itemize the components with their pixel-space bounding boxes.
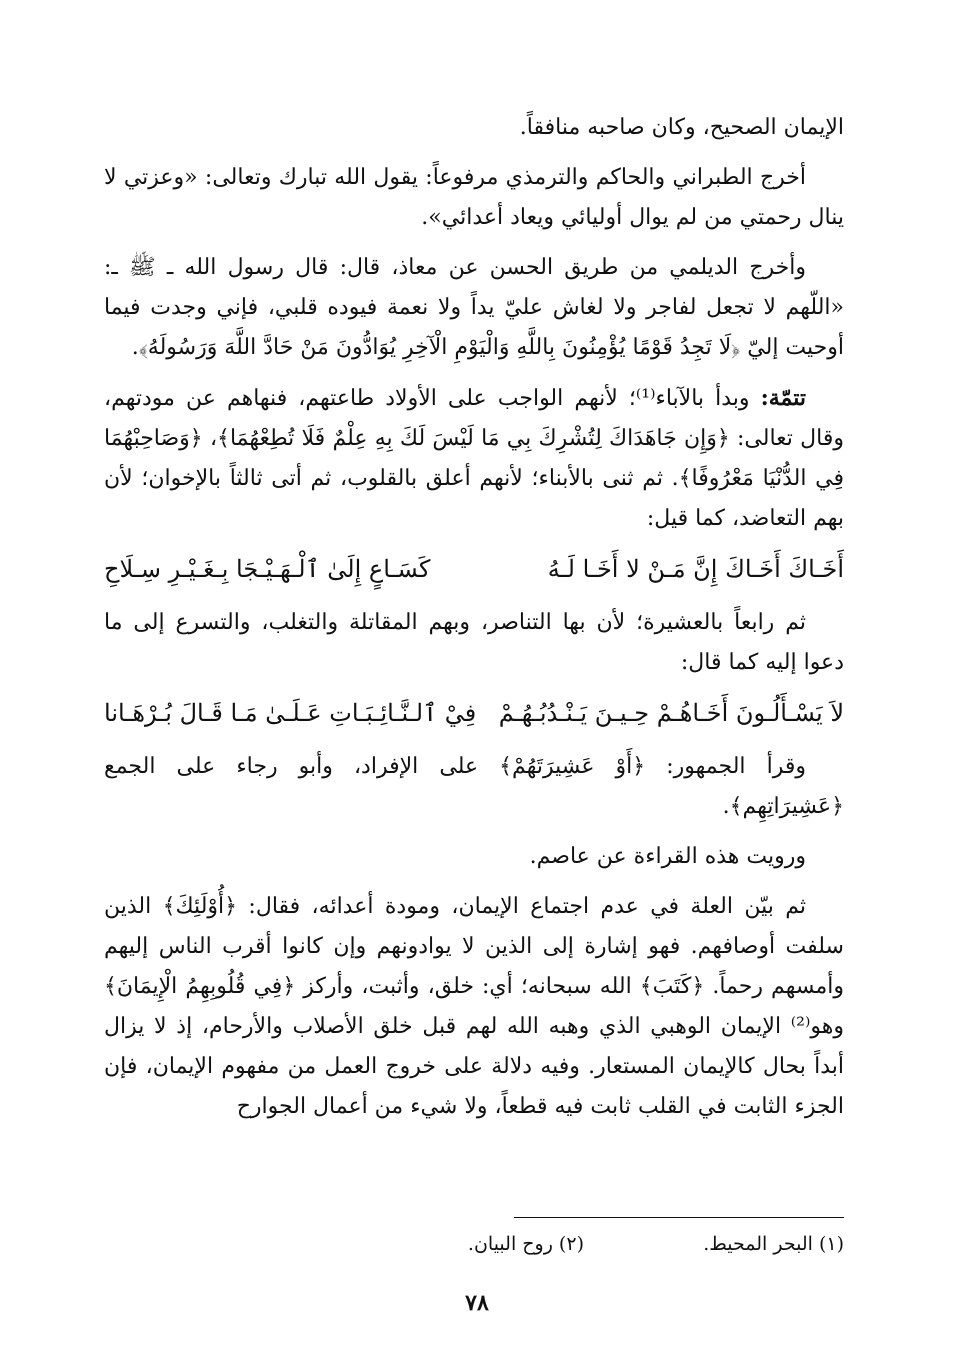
- paragraph-7: ورويت هذه القراءة عن عاصم.: [529, 844, 806, 869]
- footnote-1: (١) البحر المحيط.: [703, 1233, 844, 1255]
- verse-2-first-hemistich: لاَ يَسْـأَلُـونَ أَخَـاهُـمْ حِـيـنَ يَـنْـدُبُـهُـمْ: [498, 699, 844, 727]
- footnote-2: (٢) روح البيان.: [467, 1233, 584, 1255]
- paragraph-1: الإيمان الصحيح، وكان صاحبه منافقاً.: [519, 115, 844, 140]
- verse-1-second-hemistich: كَسَـاعٍ إِلَىٰ ٱلْـهَـيْـجَا بِـغَـيْـرِ سِـلَاحِ: [104, 555, 431, 583]
- verse-1-first-hemistich: أَخَـاكَ أَخَـاكَ إِنَّ مَـنْ لا أَخَـا لَـهُ: [547, 555, 844, 583]
- body-text: [104, 108, 844, 1137]
- paragraph-8: ثم بيّن العلة في عدم اجتماع الإيمان، ومودة أعدائه، فقال: ﴿أُوْلَئِكَ﴾ الذين سلفت أوصافهم. فهو إشارة إلى الذين لا يوادونهم وإن كانوا أقرب الناس إليهم وأمسهم رحماً. ﴿كَتَبَ﴾ الله سبحانه؛ أي: خلق، وأثبت، وأركز ﴿فِي قُلُوبِهِمُ الْإِيمَانَ﴾ وهو⁽²⁾ الإيمان الوهبي الذي وهبه الله لهم قبل خلق الأصلاب والأرحام، إذ لا يزال أبداً بحال كالإيمان المستعار. وفيه دلالة على خروج العمل من مفهوم الإيمان، فإن الجزء الثابت في القلب ثابت فيه قطعاً، ولا شيء من أعمال الجوارح: [104, 894, 844, 1119]
- lead-word: تتمّة:: [760, 385, 806, 411]
- footnotes: [284, 1233, 844, 1255]
- paragraph-5: ثم رابعاً بالعشيرة؛ لأن بها التناصر، وبهم المقاتلة والتغلب، والتسرع إلى ما دعوا إليه كما قال:: [104, 610, 844, 675]
- footnote-divider: [514, 1217, 844, 1218]
- paragraph-4: [104, 378, 844, 539]
- paragraph-6: وقرأ الجمهور: ﴿أَوْ عَشِيرَتَهُمْ﴾ على الإفراد، وأبو رجاء على الجمع ﴿عَشِيرَاتِهِم﴾.: [104, 754, 844, 819]
- paragraph-2: أخرج الطبراني والحاكم والترمذي مرفوعاً: يقول الله تبارك وتعالى: «وعزتي لا ينال رحمتي من لم يوال أوليائي ويعاد أعدائي».: [104, 165, 844, 230]
- paragraph-3: وأخرج الديلمي من طريق الحسن عن معاذ، قال: قال رسول الله ـ ﷺ ـ: «اللّهم لا تجعل لفاجر ولا لغاش عليّ يداً ولا نعمة فيوده قلبي، فإني وجدت فيما أوحيت إليّ ﴿لَا تَجِدُ قَوْمًا يُؤْمِنُونَ بِاللَّهِ وَالْيَوْمِ الْآخِرِ يُوَادُّونَ مَنْ حَادَّ اللَّهَ وَرَسُولَهُ﴾.: [104, 255, 844, 360]
- poetry-verse-2: [104, 693, 844, 733]
- verse-2-second-hemistich: فِيْ ٱلـنَّـائِـبَـاتِ عَـلَـىٰ مَـا قَـالَ بُـرْهَـانا: [104, 699, 477, 727]
- paragraph-4-text: وبدأ بالآباء⁽¹⁾؛ لأنهم الواجب على الأولاد طاعتهم، فنهاهم عن مودتهم، وقال تعالى: ﴿وَإِن جَاهَدَاكَ لِتُشْرِكَ بِي مَا لَيْسَ لَكَ بِهِ عِلْمٌ فَلَا تُطِعْهُمَا﴾، ﴿وَصَاحِبْهُمَا فِي الدُّنْيَا مَعْرُوفًا﴾. ثم ثنى بالأبناء؛ لأنهم أعلق بالقلوب، ثم أتى ثالثاً بالإخوان؛ لأن بهم التعاضد، كما قيل:: [104, 386, 844, 531]
- poetry-verse-1: [104, 549, 844, 589]
- page-number: ٧٨: [465, 1290, 489, 1316]
